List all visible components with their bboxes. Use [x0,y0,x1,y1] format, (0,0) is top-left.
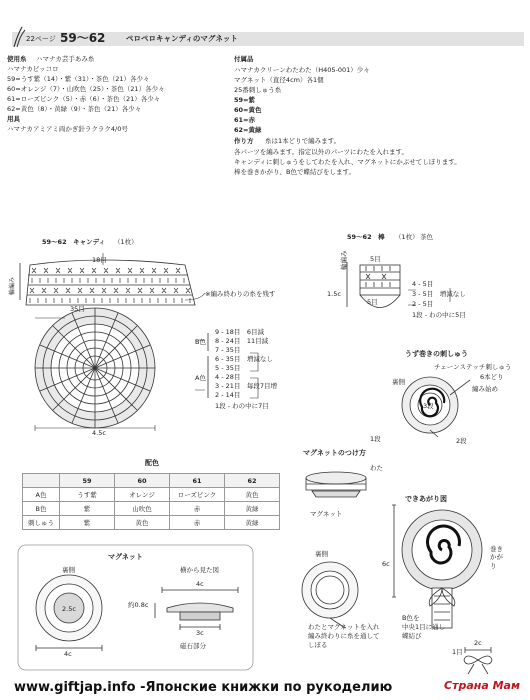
stick-row4: 4 - 5目 [412,280,434,288]
notion-line: マグネット（直径4cm）各1個 [234,76,324,84]
table-row [23,502,280,516]
stick-row2: 2 - 5目 [412,300,434,308]
table-cell: 山吹色 [115,502,170,516]
notion-line: 25番刺しゅう糸 [234,86,282,94]
table-cell: 黄色 [225,488,280,502]
pattern-range: 59〜62 [60,31,106,45]
magnet-back: 裏側 [62,566,75,574]
yarn-62: 62=黄色（8）・黄緑（9）・茶色（21）各少々 [7,105,142,113]
swirl-stitch: チェーンステッチ刺しゅう [434,363,512,371]
color-table-title: 配色 [145,459,159,467]
magnet-attach-diagram [302,472,366,628]
notions-heading: 付属品 [234,55,254,63]
finished-row1: 1目 [452,648,463,656]
candy-side-label: 輪編み [9,276,16,295]
magnet-title: マグネット [108,553,143,561]
notion-line: 59=紫 [234,96,255,104]
attach-cotton: わた [370,464,383,472]
swirl-embroidery-diagram [402,377,470,437]
yarn-60: 60=オレンジ（7）・山吹色（25）・茶色（21）各少々 [7,85,165,93]
candy-row1: 1段 - わの中に7目 [215,402,269,410]
candy-count: （1枚） [114,238,138,246]
notion-line: ハマナカクリーンわたわた（H405-001）少々 [234,66,370,74]
finished-b-note: 蝶結び [402,632,422,640]
attach-note: わたとマグネットを入れ [308,623,380,631]
color-table [22,473,280,530]
candy-row2: 2 - 14目 [215,391,241,399]
candy-row35: 35目 [70,305,85,313]
attach-note: しぼる [308,641,328,649]
method-heading: 作り方 [234,137,254,145]
method-first: 糸は1本どりで編みます。 [265,137,341,145]
stick-row3: 3 - 5目 増減なし [412,290,466,298]
tools-heading: 用具 [7,115,20,123]
table-cell [23,474,60,488]
table-cell: A色 [23,488,60,502]
notion-line: 60=黄色 [234,106,262,114]
attach-note: 編み終わりに糸を通して [308,632,380,640]
magnet-side: 横から見た図 [180,566,219,574]
notion-line: 62=黄緑 [234,126,262,134]
candy-row8: 8 - 24目 11目減 [215,337,269,345]
table-cell: 紫 [60,502,115,516]
swirl-row3: 3段 [423,402,434,410]
candy-stitch-marks [30,268,190,303]
method-step: 棒を巻きかがり、B色で蝶結びをします。 [234,168,355,176]
table-cell: 61 [170,474,225,488]
candy-row4: 4 - 28目 [215,373,241,381]
finished-wrap: 巻きかがり [490,545,503,570]
table-cell: 赤 [170,502,225,516]
magnet-stone: 磁石部分 [180,642,206,650]
table-cell: 黄色 [115,516,170,530]
table-cell: 60 [115,474,170,488]
table-header-row [23,474,280,488]
swirl-start: 編み始め [472,385,498,393]
stick-count: （1枚） [395,233,419,241]
candy-width: 4.5c [92,429,106,437]
swirl-title: うず巻きの刺しゅう [405,350,468,358]
table-cell: 黄緑 [225,502,280,516]
magnet-top-w: 4c [196,580,204,588]
finished-b-note: B色を [402,614,420,622]
swirl-row1: 1段 [370,435,381,443]
yarn-heading: 使用糸 [7,55,27,63]
a-color-label: A色 [195,374,206,382]
table-cell: 刺しゅう [23,516,60,530]
stick-height: 1.5c [327,290,341,298]
footer-url: www.giftjap.info -Японские книжки по рукоделию [14,680,393,695]
candy-row5: 5 - 35目 [215,364,241,372]
magnet-d-large: 4c [64,650,72,658]
table-row [23,516,280,530]
yarn-line: ハマナカ芸手あみ糸 [36,55,95,63]
table-cell: 紫 [60,516,115,530]
bow-icon [464,647,492,674]
table-cell: 赤 [170,516,225,530]
finished-height: 6c [382,560,390,568]
candy-row6: 6 - 35目 増減なし [215,355,273,363]
finished-title: できあがり図 [405,495,447,503]
magnet-height: 約0.8c [128,601,149,609]
stick-row1: 1段 - わの中に5目 [412,311,466,319]
attach-magnet: マグネット [310,510,343,518]
candy-row3: 3 - 21目 毎段7目増 [215,382,278,390]
table-cell: オレンジ [115,488,170,502]
table-cell: 黄緑 [225,516,280,530]
table-cell: 59 [60,474,115,488]
table-cell: 62 [225,474,280,488]
table-cell: ローズピンク [170,488,225,502]
stick-title: 59〜62 棒 [347,233,385,241]
candy-circle-chart [35,308,155,428]
candy-title: 59〜62 キャンディ [42,238,106,246]
yarn-61: 61=ローズピンク（5）・赤（6）・茶色（21）各少々 [7,95,161,103]
stick-bottom: 5目 [367,298,378,306]
attach-title: マグネットのつけ方 [303,449,366,457]
method-step: 各パーツを編みます。指定以外のパーツにわたを入れます。 [234,148,408,156]
finished-lollipop [392,505,482,628]
table-cell: B色 [23,502,60,516]
magnet-d-small: 2.5c [62,605,76,613]
attach-back: 裏側 [315,550,328,558]
stick-color: 茶色 [420,233,433,241]
candy-row9: 9 - 18目 6目減 [215,328,265,336]
page-number: 22ページ [26,35,56,43]
table-row [23,488,280,502]
watermark-logo: Страна Мам [444,679,520,692]
stick-top: 5目 [370,255,381,263]
method-step: キャンディに刺しゅうをしてわたを入れ、マグネットにかぶせてしぼります。 [234,158,461,166]
swirl-back: 裏側 [392,378,405,386]
candy-row18: 18目 [92,256,107,264]
candy-row7: 7 - 35目 [215,346,241,354]
candy-note: ※編み終わりの糸を残す [205,290,276,298]
table-cell: うす紫 [60,488,115,502]
swirl-stitch2: 6本どり [480,373,504,381]
swirl-row2: 2段 [456,437,467,445]
finished-b-note: 中央1目に通し [402,623,446,631]
tools-line: ハマナカアミアミ両かぎ針ラクラク4/0号 [7,125,128,133]
stick-side-label: 輪編み [340,250,348,270]
magnet-base-w: 3c [196,629,204,637]
yarn-brand: ハマナカピッコロ [7,65,59,73]
finished-bow-width: 2c [474,639,482,647]
yarn-59: 59=うす紫（14）・紫（31）・茶色（21）各少々 [7,75,150,83]
page-title: ペロペロキャンディのマグネット [126,34,238,43]
notion-line: 61=赤 [234,116,255,124]
b-color-label: B色 [195,338,206,346]
